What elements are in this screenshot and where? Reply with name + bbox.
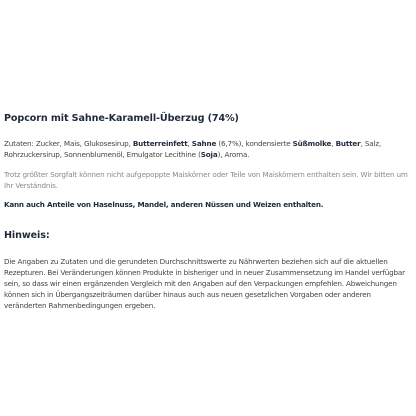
ingredient-text: , xyxy=(331,139,336,148)
ingredient-allergen: Butterreinfett xyxy=(132,139,188,148)
hint-text: Die Angaben zu Zutaten und die gerundeten Durchschnittswerte zu Nährwerten beziehen sich auf die aktuellen Rezepturen. Bei Veränderungen können Produkte in bisheriger und in neuer Zusammensetzung im Handel verfügbar sein, so dass wir einen ergänzenden Vergleich mit den Angaben auf den Verpackungen empfehlen. Abweichungen können sich in Übergangszeiträumen darüber hinaus auch aus neuen gesetzlichen Vorgaben oder anderen veränderten Rahmenbedingungen ergeben. xyxy=(4,257,405,310)
ingredient-allergen: Süßmolke xyxy=(292,139,332,148)
ingredient-allergen: Soja xyxy=(200,150,218,159)
ingredient-text: , Salz, Rohrzuckersirup, Sonnenblumenöl, Emulgator Lecithine ( xyxy=(4,139,382,159)
ingredient-text: (6,7%), kondensierte xyxy=(216,139,293,148)
ingredient-allergen: Sahne xyxy=(191,139,217,148)
popcorn-kernel-note: Trotz größter Sorgfalt können nicht aufgepoppte Maiskörner oder Teile von Maiskörnern enthalten sein. Wir bitten um Ihr Verständnis. xyxy=(4,170,408,190)
ingredient-text: , xyxy=(187,139,192,148)
ingredient-allergen: Butter xyxy=(335,139,361,148)
ingredient-text: ), Aroma. xyxy=(217,150,250,159)
ingredients-list xyxy=(4,138,410,160)
product-title: Popcorn mit Sahne-Karamell-Überzug (74%) xyxy=(4,113,239,124)
hint-heading: Hinweis: xyxy=(4,230,50,241)
ingredient-text: Zutaten: Zucker, Mais, Glukosesirup, xyxy=(4,139,133,148)
allergen-warning: Kann auch Anteile von Haselnuss, Mandel, anderen Nüssen und Weizen enthalten. xyxy=(4,200,324,209)
